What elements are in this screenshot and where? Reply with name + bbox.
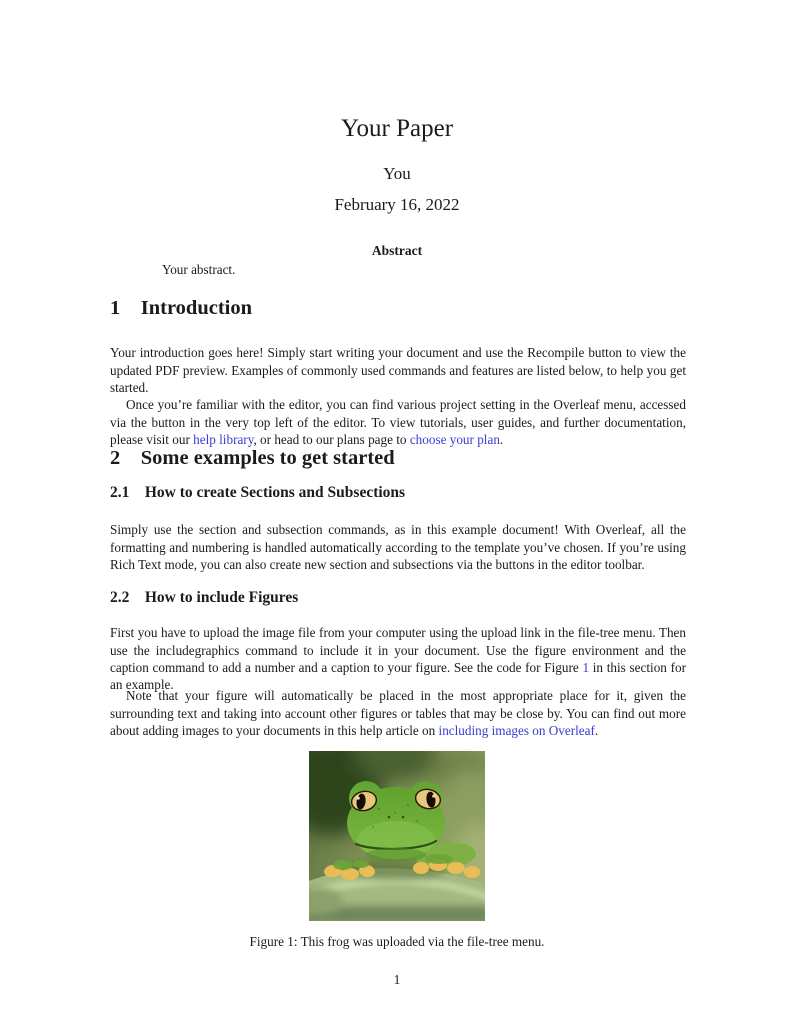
- text-segment: Note that your figure will automatically be placed in the most appropriate place for it, given the surrounding text and taking into account other figures or tables that may be close by. You can find out more about adding images to your documents in this help article on: [110, 688, 686, 738]
- section-heading-examples: [110, 447, 686, 470]
- paper-title: Your Paper: [340, 115, 454, 142]
- text-segment: Once you’re familiar with the editor, you can find various project setting in the Overleaf menu, accessed via the button in the very top left of the editor. To view tutorials, user guides, and further documentation, please visit our: [110, 397, 686, 447]
- figures-paragraph-2: [110, 687, 686, 739]
- abstract-text: Your abstract.: [162, 262, 236, 277]
- figure-1-caption: Figure 1: This frog was uploaded via the file-tree menu.: [249, 934, 545, 949]
- frog-photo: [309, 751, 485, 921]
- intro-paragraph-2: [110, 396, 686, 448]
- text-segment: in this section for an example.: [110, 660, 686, 693]
- including-images-link[interactable]: including images on Overleaf: [438, 723, 595, 738]
- text-segment: First you have to upload the image file from your computer using the upload link in the file-tree menu. Then use the includegraphics command to include it in your document. Use the figure environment and the caption command to add a number and a caption to your figure. See the code for Figure: [110, 625, 686, 675]
- subsection-heading-sections: [110, 484, 686, 502]
- figure-1-image: [309, 751, 485, 921]
- figures-paragraph-1: [110, 624, 686, 694]
- paper-date: February 16, 2022: [334, 195, 460, 214]
- choose-your-plan-link[interactable]: choose your plan: [409, 432, 500, 447]
- subsection-title: How to create Sections and Subsections: [144, 484, 406, 501]
- subsection-number: 2.2: [110, 589, 130, 606]
- intro-paragraph-1: Your introduction goes here! Simply start writing your document and use the Recompile button to view the updated PDF preview. Examples of commonly used commands and features are listed below, to help you get started.: [110, 345, 686, 395]
- section-number: 1: [110, 297, 121, 319]
- help-library-link[interactable]: help library: [193, 432, 254, 447]
- text-segment: , or head to our plans page to: [253, 432, 410, 447]
- section-title: Introduction: [140, 297, 253, 319]
- text-segment: .: [499, 432, 504, 447]
- sections-paragraph: Simply use the section and subsection commands, as in this example document! With Overleaf, all the formatting and numbering is handled automatically according to the template you’ve chosen. If you’re using Rich Text mode, you can also create new section and subsections via the buttons in the editor toolbar.: [110, 522, 686, 572]
- paper-author: You: [383, 164, 411, 183]
- subsection-title: How to include Figures: [144, 589, 299, 606]
- section-number: 2: [110, 447, 121, 469]
- figure-1-reference-link[interactable]: 1: [582, 660, 590, 675]
- section-heading-introduction: [110, 297, 686, 320]
- section-title: Some examples to get started: [140, 447, 395, 469]
- text-segment: .: [594, 723, 599, 738]
- subsection-number: 2.1: [110, 484, 130, 501]
- subsection-heading-figures: [110, 589, 686, 607]
- page-number: 1: [393, 972, 401, 987]
- abstract-heading: Abstract: [371, 243, 423, 258]
